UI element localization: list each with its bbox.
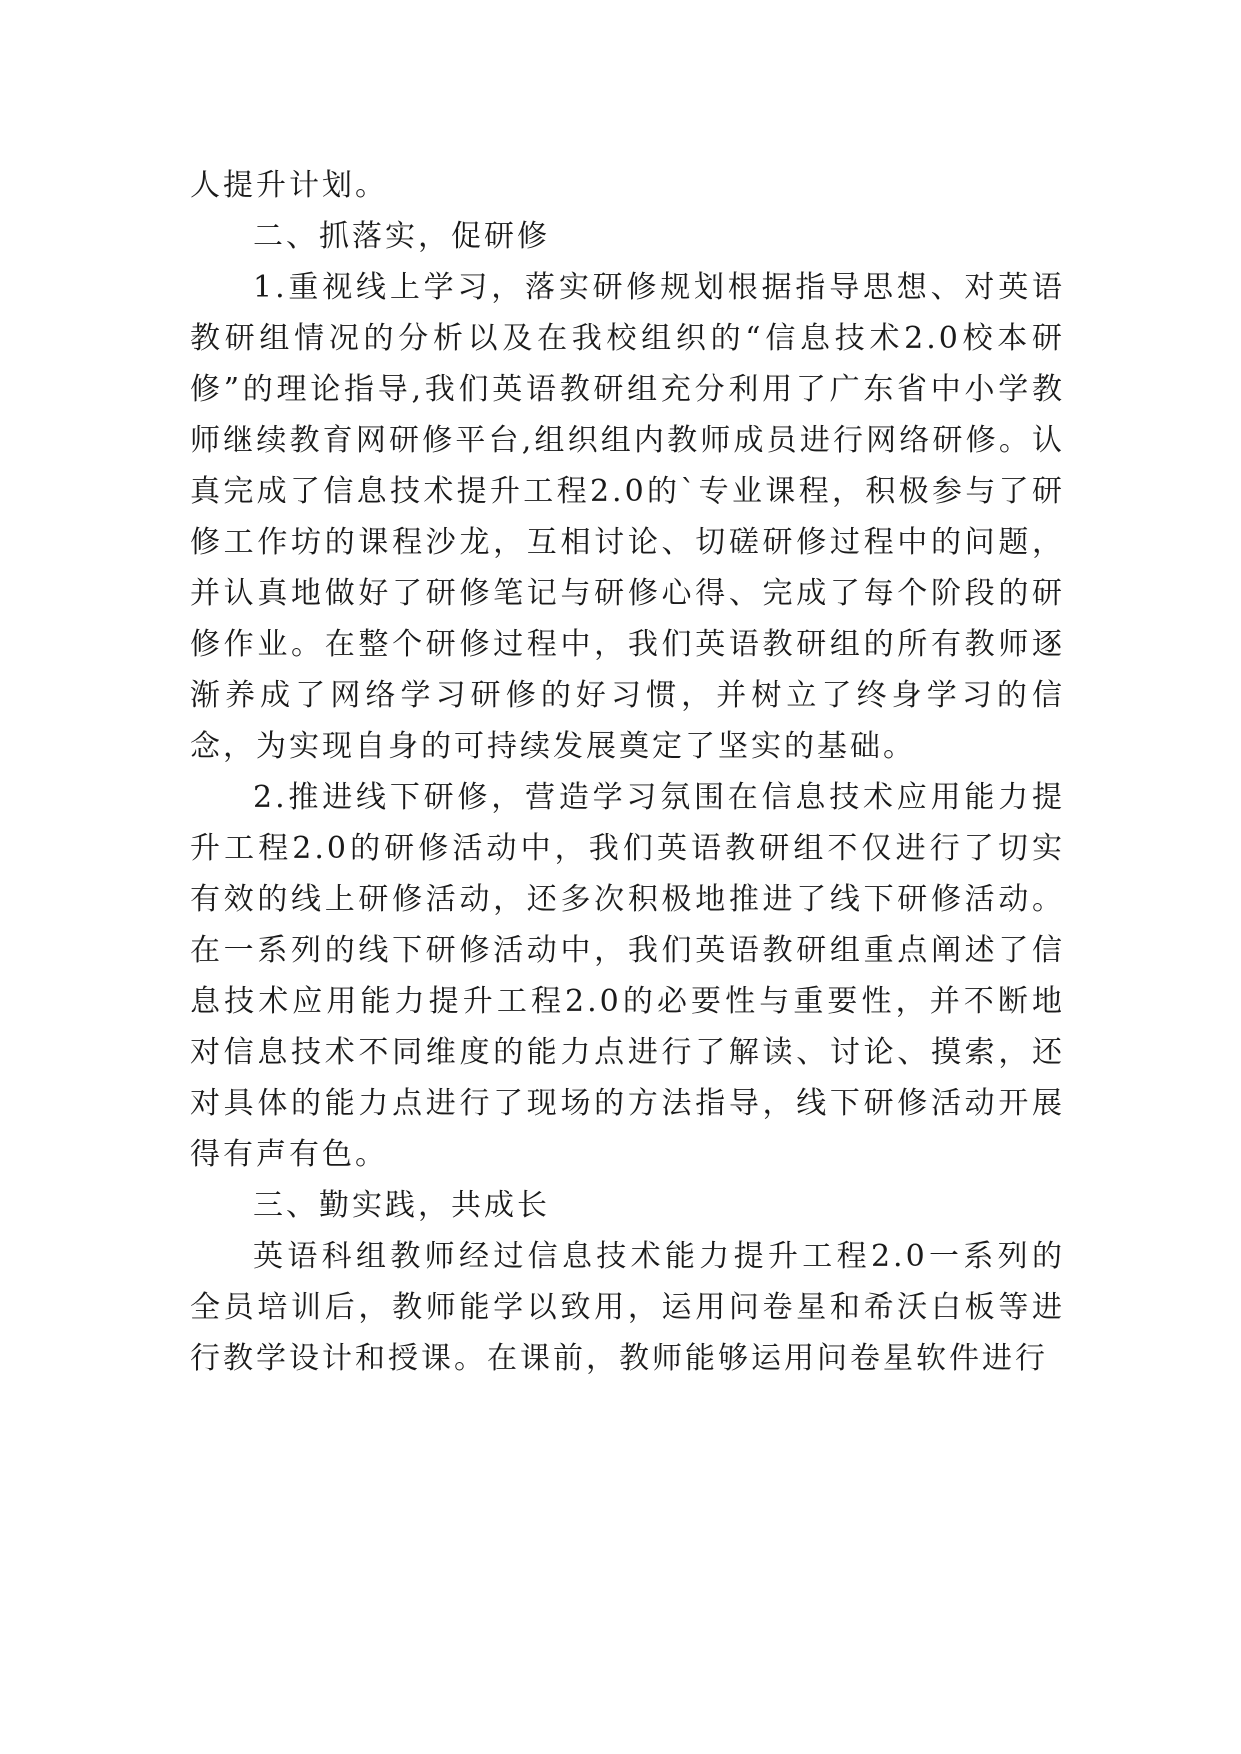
paragraph-online-study: 1.重视线上学习，落实研修规划根据指导思想、对英语教研组情况的分析以及在我校组织的“信息技术2.0校本研修”的理论指导,我们英语教研组充分利用了广东省中小学教师继续教育网研修平台,组织组内教师成员进行网络研修。认真完成了信息技术提升工程2.0的`专业课程，积极参与了研修工作坊的课程沙龙，互相讨论、切磋研修过程中的问题，并认真地做好了研修笔记与研修心得、完成了每个阶段的研修作业。在整个研修过程中，我们英语教研组的所有教师逐渐养成了网络学习研修的好习惯，并树立了终身学习的信念，为实现自身的可持续发展奠定了坚实的基础。 bbox=[190, 270, 1065, 764]
paragraph-practice: 英语科组教师经过信息技术能力提升工程2.0一系列的全员培训后，教师能学以致用，运用问卷星和希沃白板等进行教学设计和授课。在课前，教师能够运用问卷星软件进行 bbox=[190, 1239, 1065, 1376]
paragraph-continuation: 人提升计划。 bbox=[190, 168, 388, 203]
paragraph-offline-study: 2.推进线下研修，营造学习氛围在信息技术应用能力提升工程2.0的研修活动中，我们英语教研组不仅进行了切实有效的线上研修活动，还多次积极地推进了线下研修活动。在一系列的线下研修活动中，我们英语教研组重点阐述了信息技术应用能力提升工程2.0的必要性与重要性，并不断地对信息技术不同维度的能力点进行了解读、讨论、摸索，还对具体的能力点进行了现场的方法指导，线下研修活动开展得有声有色。 bbox=[190, 780, 1065, 1172]
document-body bbox=[190, 160, 1065, 1384]
section-heading-2: 二、抓落实，促研修 bbox=[253, 219, 550, 254]
section-heading-3: 三、勤实践，共成长 bbox=[253, 1188, 550, 1223]
